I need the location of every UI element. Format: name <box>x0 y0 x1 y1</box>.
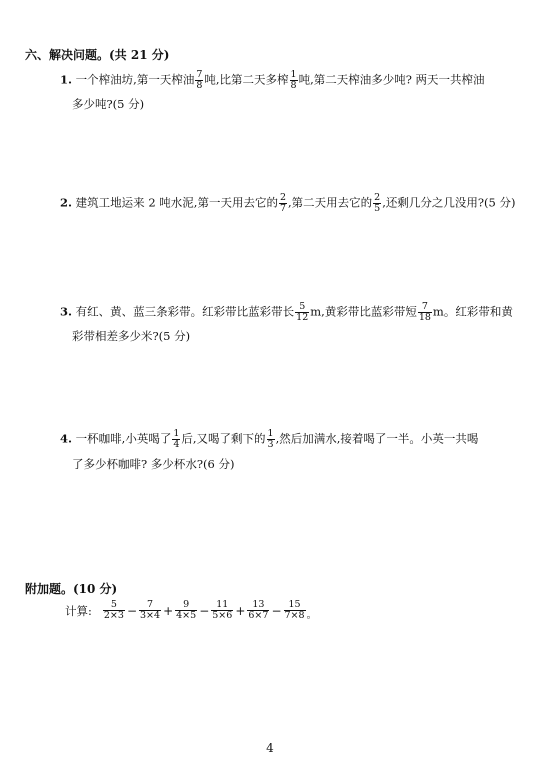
bonus-label: 计算: <box>65 603 92 618</box>
question-4-number: 4. <box>60 431 73 446</box>
fraction-numerator: 1 <box>173 428 180 439</box>
bonus-term-1 <box>102 599 126 621</box>
question-4-line-1 <box>60 429 478 450</box>
question-1-line-1 <box>60 70 485 91</box>
question-3-text-c: m。红彩带和黄 <box>432 304 513 319</box>
question-1-number: 1. <box>60 72 73 87</box>
question-2-text-a: 建筑工地运来 2 吨水泥,第一天用去它的 <box>75 195 278 210</box>
question-3-line-1 <box>60 302 513 323</box>
bonus-fraction-1 <box>103 600 125 621</box>
fraction-denominator: 2×3 <box>103 610 124 621</box>
question-1-text-b: 吨,比第二天多榨 <box>204 72 289 87</box>
fraction-denominator: 3 <box>267 439 274 450</box>
question-1-fraction-1 <box>195 70 203 91</box>
bonus-expression <box>65 600 317 621</box>
operator-minus: − <box>126 603 137 618</box>
fraction-numerator: 15 <box>288 599 301 610</box>
question-3-fraction-1 <box>295 302 309 323</box>
section-title: 六、解决问题。(共 21 分) <box>25 48 170 62</box>
question-3-text-a: 有红、黄、蓝三条彩带。红彩带比蓝彩带长 <box>75 304 295 319</box>
fraction-denominator: 8 <box>196 80 203 91</box>
fraction-numerator: 7 <box>196 69 203 80</box>
question-2-number: 2. <box>60 195 73 210</box>
fraction-numerator: 2 <box>279 192 286 203</box>
fraction-denominator: 7×8 <box>284 610 305 621</box>
fraction-denominator: 4×5 <box>176 610 197 621</box>
operator-minus: − <box>271 603 282 618</box>
fraction-numerator: 7 <box>147 599 154 610</box>
fraction-numerator: 1 <box>290 69 297 80</box>
bonus-title: 附加题。(10 分) <box>25 582 118 596</box>
fraction-numerator: 9 <box>183 599 190 610</box>
operator-plus: + <box>235 603 246 618</box>
bonus-fraction-2 <box>139 600 161 621</box>
fraction-numerator: 5 <box>110 599 117 610</box>
operator-minus: − <box>199 603 210 618</box>
fraction-numerator: 2 <box>374 192 381 203</box>
question-4-fraction-2 <box>267 429 275 450</box>
fraction-denominator: 3×4 <box>140 610 161 621</box>
question-1-fraction-2 <box>290 70 298 91</box>
question-4-line-2: 了多少杯咖啡? 多少杯水?(6 分) <box>72 457 235 471</box>
question-2-line-1 <box>60 193 515 214</box>
question-3-fraction-2 <box>418 302 432 323</box>
fraction-numerator: 7 <box>421 301 428 312</box>
fraction-denominator: 7 <box>279 203 286 214</box>
question-1-text-a: 一个榨油坊,第一天榨油 <box>75 72 195 87</box>
question-3-line-2: 彩带相差多少米?(5 分) <box>72 329 191 343</box>
operator-plus: + <box>163 603 174 618</box>
question-3-number: 3. <box>60 304 73 319</box>
question-1-text-c: 吨,第二天榨油多少吨? 两天一共榨油 <box>298 72 485 87</box>
fraction-numerator: 13 <box>252 599 265 610</box>
fraction-denominator: 8 <box>290 80 297 91</box>
fraction-denominator: 5×6 <box>212 610 233 621</box>
fraction-denominator: 4 <box>173 439 180 450</box>
question-2-text-b: ,第二天用去它的 <box>288 195 373 210</box>
fraction-numerator: 11 <box>216 599 229 610</box>
fraction-denominator: 6×7 <box>248 610 269 621</box>
fraction-denominator: 18 <box>418 312 431 323</box>
fraction-denominator: 5 <box>374 203 381 214</box>
bonus-fraction-3 <box>175 600 197 621</box>
bonus-fraction-6 <box>284 600 306 621</box>
bonus-fraction-5 <box>247 600 269 621</box>
bonus-fraction-4 <box>211 600 233 621</box>
fraction-numerator: 1 <box>267 428 274 439</box>
question-4-text-c: ,然后加满水,接着喝了一半。小英一共喝 <box>275 431 479 446</box>
page-number: 4 <box>266 741 274 755</box>
question-2-fraction-2 <box>373 193 381 214</box>
question-4-text-b: 后,又喝了剩下的 <box>181 431 266 446</box>
question-4-fraction-1 <box>172 429 180 450</box>
question-3-text-b: m,黄彩带比蓝彩带短 <box>310 304 417 319</box>
question-1-line-2: 多少吨?(5 分) <box>72 97 145 111</box>
expression-end-mark: 。 <box>306 610 317 621</box>
question-2-text-c: ,还剩几分之几没用?(5 分) <box>382 195 516 210</box>
fraction-numerator: 5 <box>299 301 306 312</box>
question-2-fraction-1 <box>279 193 287 214</box>
fraction-denominator: 12 <box>296 312 309 323</box>
question-4-text-a: 一杯咖啡,小英喝了 <box>75 431 172 446</box>
